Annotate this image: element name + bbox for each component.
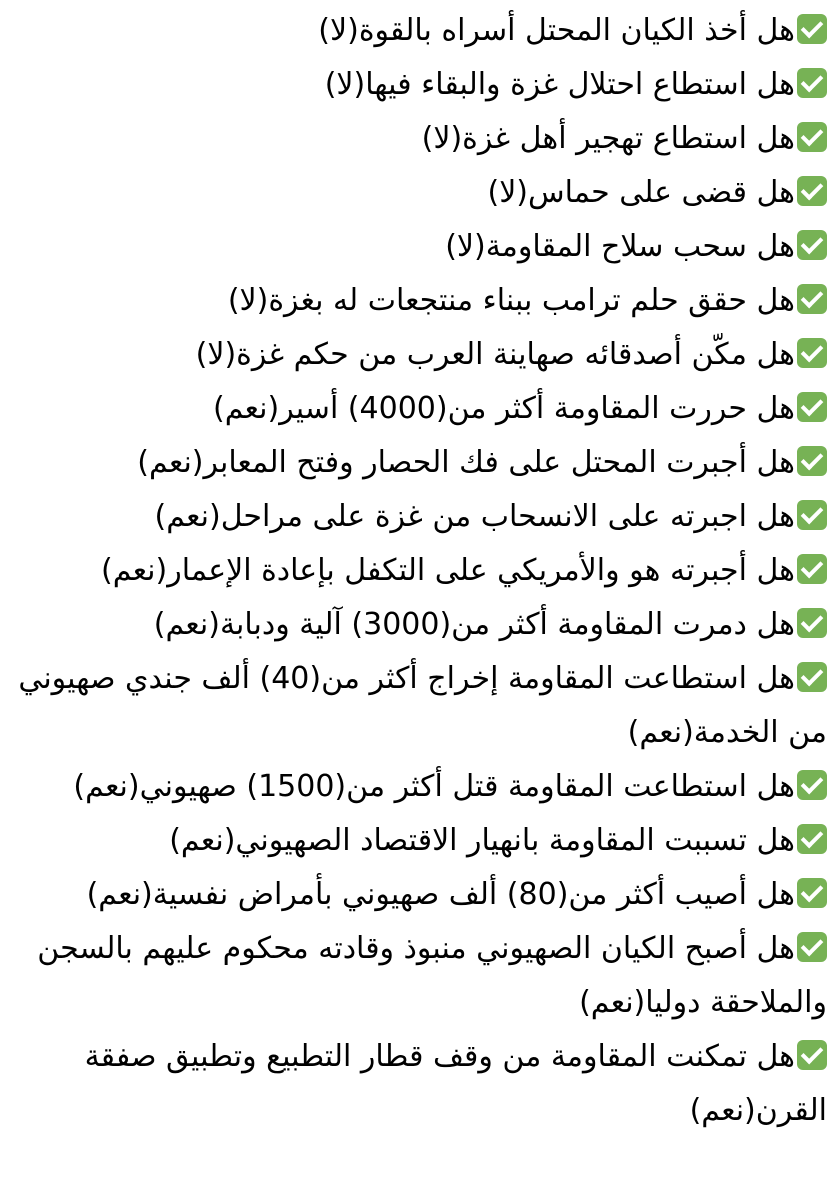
check-mark-button-icon <box>797 500 827 530</box>
check-mark-button-icon <box>797 770 827 800</box>
item-text: هل سحب سلاح المقاومة(لا) <box>445 229 795 264</box>
checklist-item <box>12 382 827 436</box>
item-text: هل تسببت المقاومة بانهيار الاقتصاد الصهيوني(نعم) <box>169 823 795 858</box>
check-mark-button-icon <box>797 878 827 908</box>
item-text: هل أجبرته هو والأمريكي على التكفل بإعادة الإعمار(نعم) <box>101 553 795 588</box>
check-mark-button-icon <box>797 1040 827 1070</box>
item-text: هل دمرت المقاومة أكثر من(3000) آلية ودبابة(نعم) <box>153 607 795 642</box>
check-mark-button-icon <box>797 284 827 314</box>
checklist-item <box>12 58 827 112</box>
item-text: هل قضى على حماس(لا) <box>487 175 795 210</box>
checklist-item <box>12 112 827 166</box>
item-text: هل استطاع احتلال غزة والبقاء فيها(لا) <box>324 67 795 102</box>
item-text: هل مكّن أصدقائه صهاينة العرب من حكم غزة(لا) <box>195 337 795 372</box>
checklist-item <box>12 814 827 868</box>
check-mark-button-icon <box>797 554 827 584</box>
check-mark-button-icon <box>797 446 827 476</box>
check-mark-button-icon <box>797 68 827 98</box>
checklist-item <box>12 166 827 220</box>
item-text: هل حقق حلم ترامب ببناء منتجعات له بغزة(لا) <box>227 283 795 318</box>
item-text: هل حررت المقاومة أكثر من(4000) أسير(نعم) <box>213 391 795 426</box>
checklist-item <box>12 436 827 490</box>
item-text: هل استطاعت المقاومة قتل أكثر من(1500) صهيوني(نعم) <box>73 769 795 804</box>
check-mark-button-icon <box>797 824 827 854</box>
check-mark-button-icon <box>797 392 827 422</box>
check-mark-button-icon <box>797 338 827 368</box>
check-mark-button-icon <box>797 122 827 152</box>
check-mark-button-icon <box>797 932 827 962</box>
checklist-item <box>12 328 827 382</box>
item-text: هل أصيب أكثر من(80) ألف صهيوني بأمراض نفسية(نعم) <box>86 877 795 912</box>
checklist-item <box>12 490 827 544</box>
item-text: هل استطاعت المقاومة إخراج أكثر من(40) ألف جندي صهيوني من الخدمة(نعم) <box>18 661 827 750</box>
check-mark-button-icon <box>797 230 827 260</box>
checklist-item <box>12 274 827 328</box>
checklist-item <box>12 1030 827 1138</box>
item-text: هل أجبرت المحتل على فك الحصار وفتح المعابر(نعم) <box>137 445 795 480</box>
check-mark-button-icon <box>797 608 827 638</box>
item-text: هل اجبرته على الانسحاب من غزة على مراحل(نعم) <box>154 499 795 534</box>
check-mark-button-icon <box>797 14 827 44</box>
item-text: هل أخذ الكيان المحتل أسراه بالقوة(لا) <box>318 13 795 48</box>
checklist-item <box>12 220 827 274</box>
checklist-item <box>12 4 827 58</box>
check-mark-button-icon <box>797 176 827 206</box>
item-text: هل تمكنت المقاومة من وقف قطار التطبيع وتطبيق صفقة القرن(نعم) <box>84 1039 827 1128</box>
checklist-item <box>12 652 827 760</box>
checklist-item <box>12 868 827 922</box>
checklist-item <box>12 598 827 652</box>
checklist-item <box>12 922 827 1030</box>
item-text: هل أصبح الكيان الصهيوني منبوذ وقادته محكوم عليهم بالسجن والملاحقة دوليا(نعم) <box>37 931 827 1020</box>
check-mark-button-icon <box>797 662 827 692</box>
item-text: هل استطاع تهجير أهل غزة(لا) <box>421 121 795 156</box>
checklist-item <box>12 760 827 814</box>
checklist <box>12 4 827 1138</box>
checklist-item <box>12 544 827 598</box>
